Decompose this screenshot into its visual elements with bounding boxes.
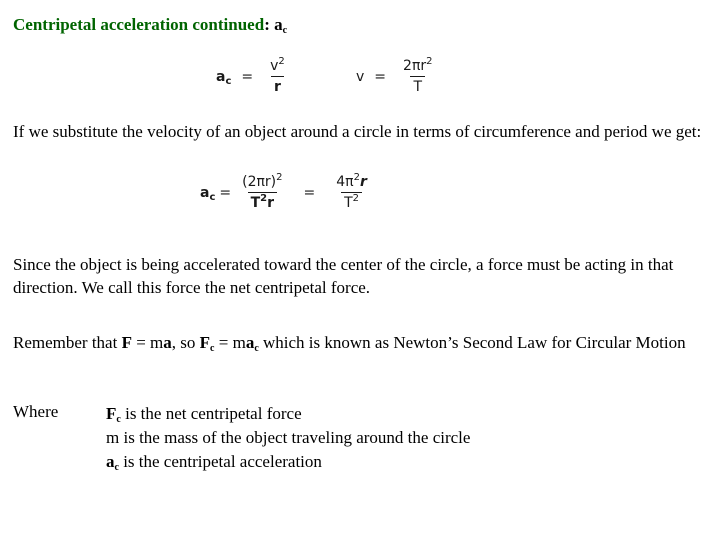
paragraph-newton-second-law bbox=[13, 331, 708, 354]
definition-text: is the net centripetal force bbox=[120, 404, 302, 423]
p3-ac-symbol bbox=[246, 333, 259, 352]
p3-ac-sub: c bbox=[254, 343, 259, 354]
eq3-den2-sup: 2 bbox=[352, 193, 360, 204]
p3-fc-letter: F bbox=[199, 333, 211, 352]
eq3-num1-sup: 2 bbox=[276, 172, 283, 183]
eq3-denominator-1 bbox=[248, 192, 277, 211]
eq1-num-sup: 2 bbox=[278, 56, 285, 67]
eq1-numerator bbox=[267, 58, 288, 76]
p3-part1: Remember that bbox=[13, 333, 122, 352]
paragraph-substitute: If we substitute the velocity of an object around a circle in terms of circumference and period we get: bbox=[13, 122, 702, 141]
slide-title bbox=[13, 15, 287, 35]
eq2-lhs: v bbox=[356, 68, 365, 85]
p3-force-symbol: F bbox=[121, 333, 132, 352]
eq1-lhs-sub: c bbox=[225, 75, 232, 87]
eq1-fraction bbox=[267, 58, 288, 95]
equation-substituted bbox=[200, 174, 374, 211]
definition-symbol-sub: c bbox=[114, 462, 119, 473]
definition-text: is the mass of the object traveling around the circle bbox=[119, 428, 471, 447]
definition-symbol bbox=[106, 404, 121, 423]
eq3-num1-text: (2πr) bbox=[242, 174, 277, 190]
eq2-equals: = bbox=[374, 68, 387, 85]
equation-velocity bbox=[356, 58, 440, 95]
definition-text: is the centripetal acceleration bbox=[118, 452, 322, 471]
eq2-fraction bbox=[400, 58, 435, 95]
eq3-fraction-2 bbox=[333, 174, 370, 211]
paragraph-net-force: Since the object is being accelerated toward the center of the circle, a force must be acting in that direction. We call this force the net centripetal force. bbox=[13, 255, 674, 297]
p3-part2: , so bbox=[171, 333, 200, 352]
eq1-denominator: r bbox=[271, 76, 284, 95]
eq3-numerator-1 bbox=[239, 174, 285, 192]
eq3-num2-sup: 2 bbox=[353, 172, 360, 183]
p3-accel-symbol: a bbox=[163, 333, 172, 352]
eq1-num-letter: v bbox=[270, 58, 279, 74]
eq3-equals-2: = bbox=[303, 184, 316, 201]
eq3-den1-sup: 2 bbox=[260, 193, 268, 204]
definition-item bbox=[106, 402, 470, 426]
p3-ac-letter: a bbox=[245, 333, 255, 352]
p3-eq1: = m bbox=[131, 333, 164, 352]
eq2-num-text: 2πr bbox=[403, 58, 427, 74]
definition-symbol bbox=[106, 452, 119, 471]
eq1-lhs bbox=[216, 69, 231, 85]
eq3-lhs bbox=[200, 185, 215, 201]
p3-eq2: = m bbox=[214, 333, 246, 352]
definition-symbol-letter: a bbox=[106, 452, 115, 471]
title-text: Centripetal acceleration continued bbox=[13, 15, 265, 34]
equation-centripetal-acceleration bbox=[216, 58, 292, 95]
eq2-numerator bbox=[400, 58, 435, 76]
title-symbol-letter: a bbox=[274, 15, 283, 34]
title-symbol bbox=[274, 15, 287, 34]
definition-symbol-letter: m bbox=[106, 428, 120, 447]
where-definitions bbox=[106, 402, 470, 474]
definition-symbol-letter: F bbox=[106, 404, 117, 423]
eq3-den2-letter: T bbox=[344, 195, 353, 211]
eq3-numerator-2 bbox=[333, 174, 370, 192]
eq3-fraction-1 bbox=[239, 174, 285, 211]
eq3-den1-tail: r bbox=[267, 195, 275, 211]
eq3-denominator-2 bbox=[341, 192, 362, 211]
where-label: Where bbox=[13, 402, 59, 421]
p3-fc-sub: c bbox=[210, 343, 215, 354]
title-colon: : bbox=[264, 15, 270, 34]
definition-symbol-sub: c bbox=[116, 414, 121, 425]
eq3-lhs-letter: a bbox=[200, 184, 210, 201]
eq1-equals: = bbox=[241, 68, 254, 85]
eq3-lhs-sub: c bbox=[209, 191, 216, 203]
eq3-den1-letter: T bbox=[250, 195, 261, 211]
eq2-num-sup: 2 bbox=[426, 56, 433, 67]
p3-fc-symbol bbox=[200, 333, 215, 352]
definition-item bbox=[106, 426, 470, 450]
definition-item bbox=[106, 450, 470, 474]
eq1-lhs-letter: a bbox=[216, 68, 226, 85]
eq3-num2-text: 4π bbox=[336, 174, 354, 190]
eq3-equals: = bbox=[219, 184, 232, 201]
p3-part3: which is known as Newton’s Second Law for Circular Motion bbox=[258, 333, 686, 352]
eq3-num2-tail: r bbox=[359, 174, 367, 190]
eq2-denominator: T bbox=[410, 76, 425, 95]
title-symbol-subscript: c bbox=[282, 25, 288, 36]
